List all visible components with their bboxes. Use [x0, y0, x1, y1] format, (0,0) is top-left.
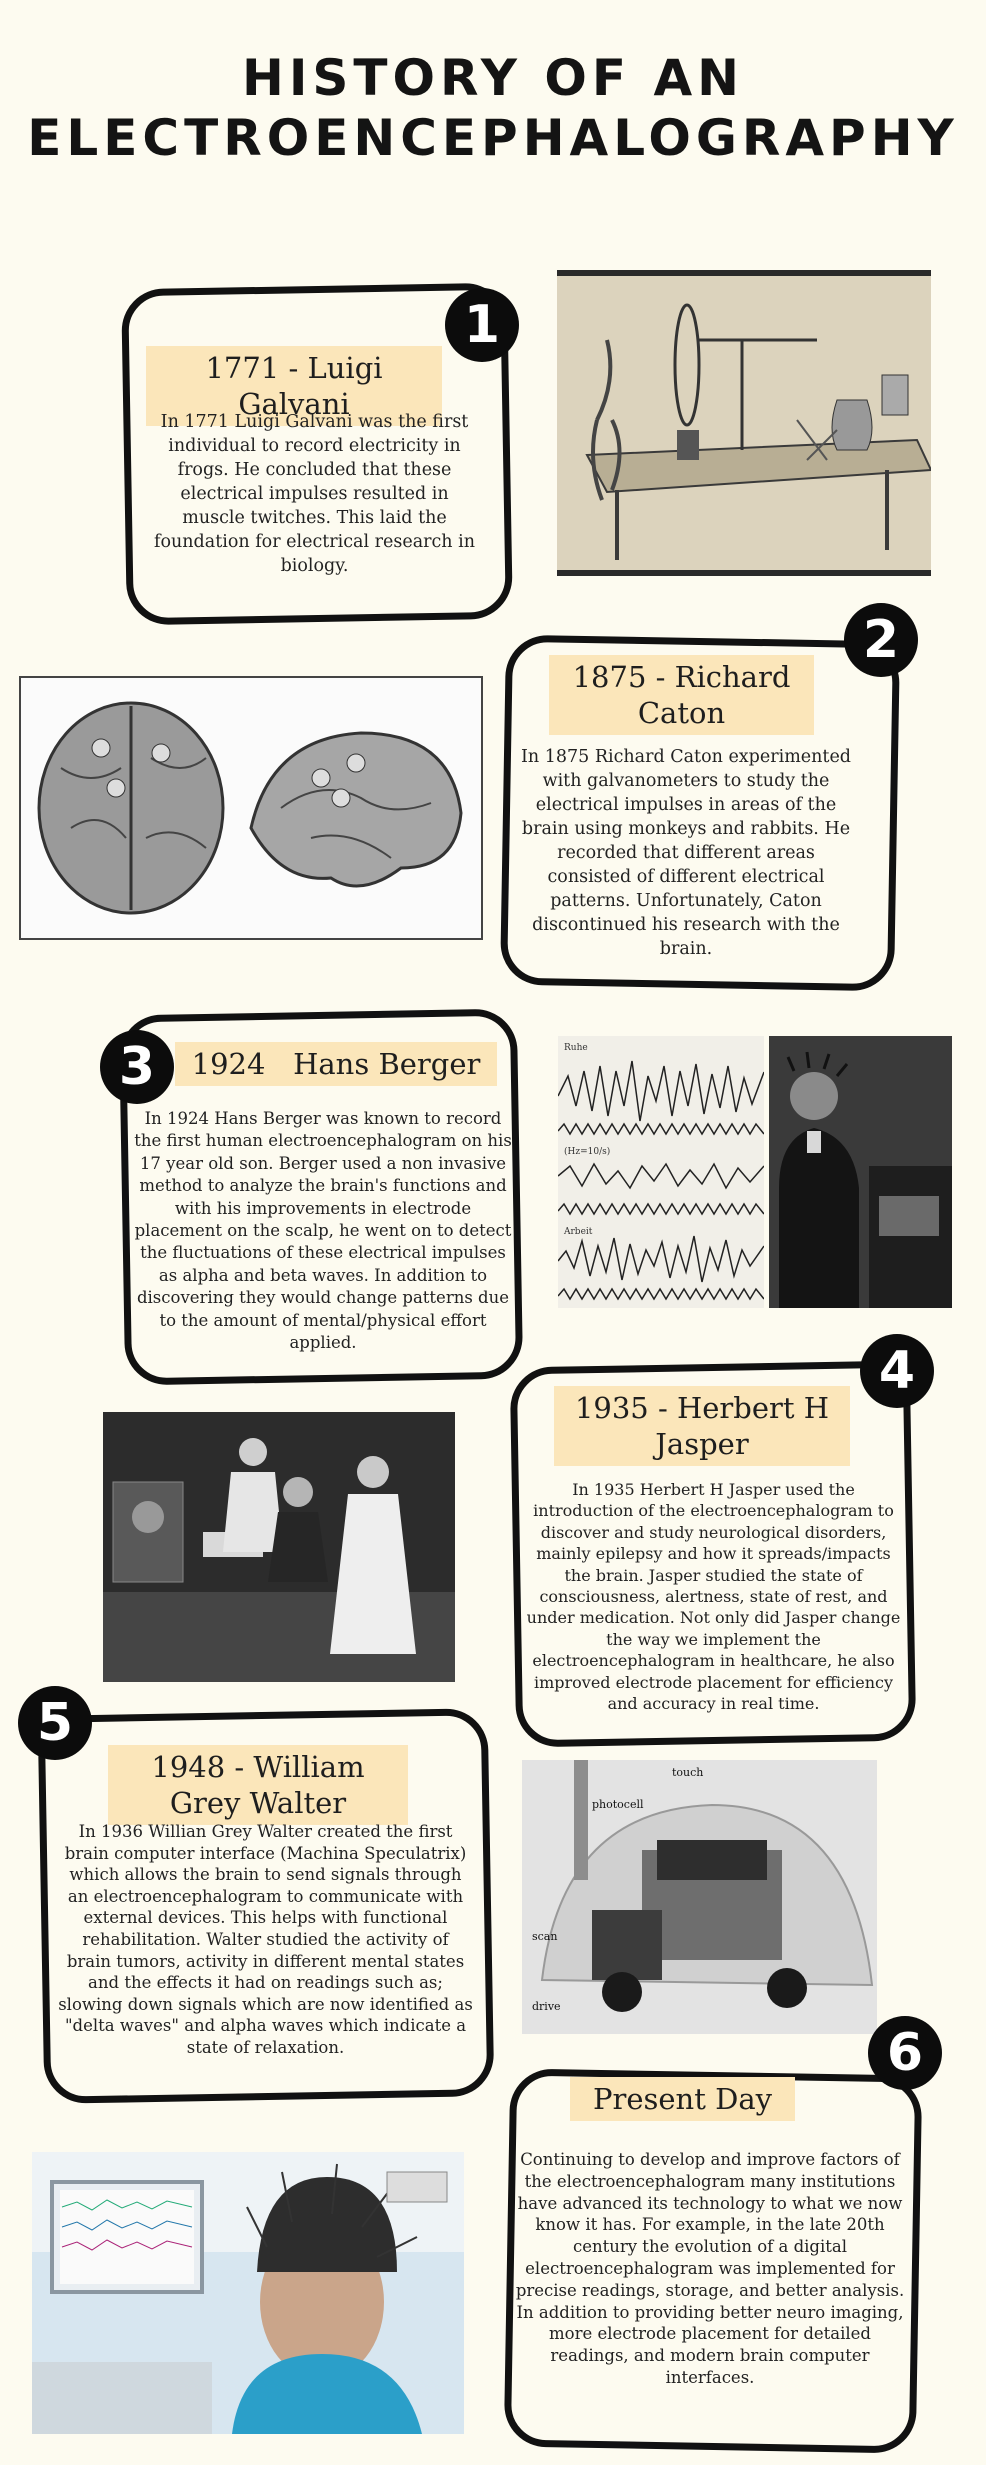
section-4-heading: 1935 - Herbert H Jasper	[554, 1386, 850, 1466]
section-2-body: In 1875 Richard Caton experimented with galvanometers to study the electrical impulses in areas of the brain using monkeys and rabbits. He recorded that different areas consisted of different electrical patterns. Unfortunately, Caton discontinued his research with the brain.	[520, 747, 852, 959]
section-1-body: In 1771 Luigi Galvani was the first individual to record electricity in frogs. He concluded that these electrical impulses resulted in muscle twitches. This laid the foundation for electrical research in biology.	[154, 412, 475, 576]
robot-label-scan: scan	[532, 1930, 558, 1943]
title-line-2: ELECTROENCEPHALOGRAPHY	[27, 109, 959, 167]
section-6-body: Continuing to develop and improve factors of the electroencephalogram many institutions have advanced its technology to what we now know it has. For example, in the late 20th century the evolution of a digital electroencephalogram was implemented for precise readings, storage, and better analysis. In addition to providing better neuro imaging, more electrode placement for detailed readings, and modern brain computer interfaces.	[515, 2150, 905, 2387]
modern-eeg-patient-photo	[32, 2152, 464, 2434]
section-3-body: In 1924 Hans Berger was known to record the first human electroencephalogram on his 17 year old son. Berger used a non invasive method to analyze the brain's functions and with his improvements in electrode placement on the scalp, he went on to detect the fluctuations of these electrical impulses as alpha and beta waves. In addition to discovering they would change patterns due to the amount of mental/physical effort applied.	[134, 1109, 512, 1353]
jasper-clinic-photo	[103, 1412, 455, 1682]
title-line-1: HISTORY OF AN	[241, 49, 745, 107]
section-3-number-badge: 3	[100, 1030, 174, 1104]
walter-tortoise-robot-photo	[522, 1760, 877, 2034]
section-1-heading: 1771 - Luigi Galvani	[146, 346, 442, 426]
section-4-number-badge: 4	[860, 1334, 934, 1408]
section-2-heading: 1875 - Richard Caton	[549, 655, 814, 735]
page-title	[0, 48, 986, 168]
galvani-frog-engraving	[557, 270, 931, 576]
eeg-label-arbeit: Arbeit	[564, 1227, 593, 1237]
section-2-number-badge: 2	[844, 603, 918, 677]
section-4-body: In 1935 Herbert H Jasper used the introduction of the electroencephalogram to discover and study neurological disorders, mainly epilepsy and how it spreads/impacts the brain. Jasper studied the state of consciousness, alertness, state of rest, and under medication. Not only did Jasper change the way we implement the electroencephalogram in healthcare, he also improved electrode placement for efficiency and accuracy in real time.	[526, 1480, 901, 1714]
section-1-number-badge: 1	[445, 288, 519, 362]
berger-subject-photo	[769, 1036, 952, 1308]
eeg-label-hz: (Hz=10/s)	[564, 1147, 611, 1157]
section-6-number-badge: 6	[868, 2016, 942, 2090]
section-5-number-badge: 5	[18, 1686, 92, 1760]
section-5-body: In 1936 Willian Grey Walter created the first brain computer interface (Machina Speculatrix) which allows the brain to send signals through an electroencephalogram to communicate with external devices. This helps with functional rehabilitation. Walter studied the activity of brain tumors, activity in different mental states and the effects it had on readings such as; slowing down signals which are now identified as "delta waves" and alpha waves which indicate a state of relaxation.	[58, 1822, 473, 2057]
monkey-brain-illustration	[19, 676, 483, 940]
robot-label-drive: drive	[532, 2000, 561, 2013]
robot-label-touch: touch	[672, 1766, 704, 1779]
section-3-heading: 1924 Hans Berger	[175, 1042, 497, 1086]
robot-label-photocell: photocell	[592, 1798, 644, 1811]
section-5-heading: 1948 - William Grey Walter	[108, 1745, 408, 1825]
eeg-label-ruhe: Ruhe	[564, 1043, 588, 1053]
section-6-heading: Present Day	[570, 2077, 795, 2121]
berger-eeg-trace	[558, 1036, 764, 1308]
